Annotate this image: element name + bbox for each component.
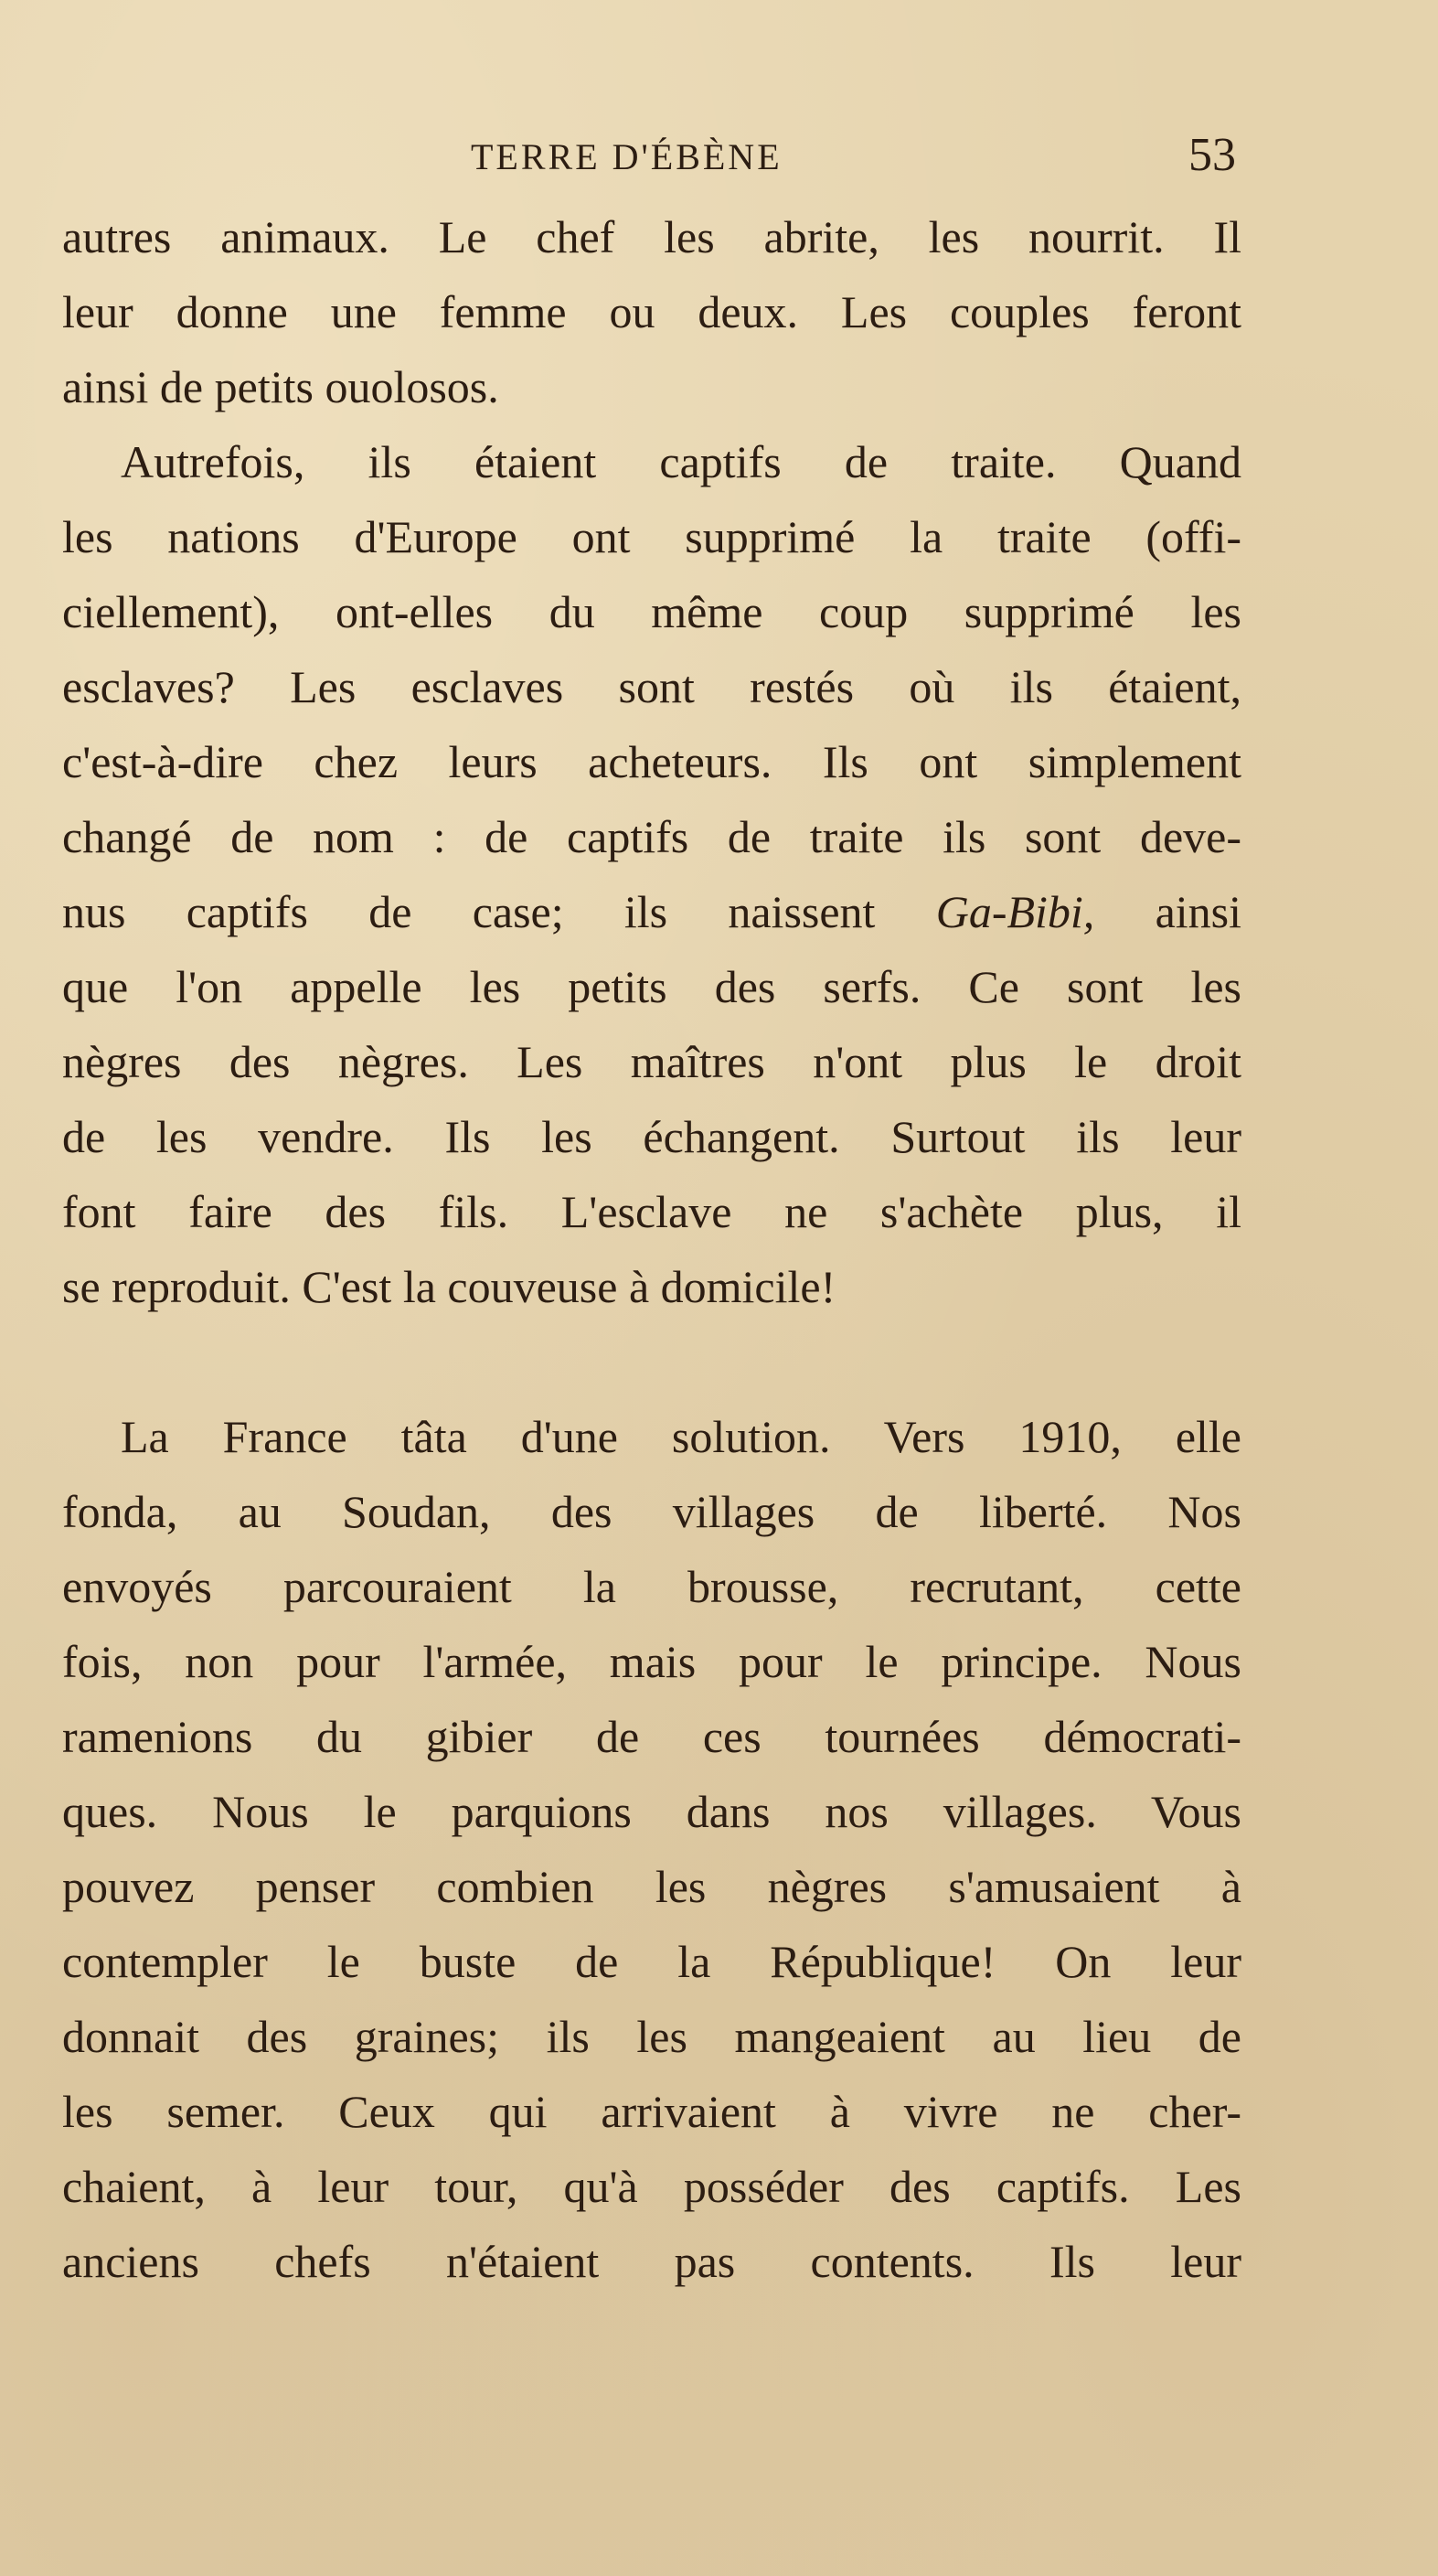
text-line: ques. Nous le parquions dans nos villages. Vous: [62, 1786, 1241, 1837]
text-line: fonda, au Soudan, des villages de liberté. Nos: [62, 1486, 1241, 1537]
text-line: nègres des nègres. Les maîtres n'ont plus le droit: [62, 1036, 1241, 1087]
text-segment: nus captifs de case; ils naissent: [62, 886, 936, 937]
text-line: leur donne une femme ou deux. Les couples feront: [62, 286, 1241, 337]
text-line: ciellement), ont-elles du même coup supprimé les: [62, 586, 1241, 637]
paragraph-1: [62, 199, 1241, 424]
text-line: ainsi de petits ouolosos.: [62, 361, 499, 412]
text-line: esclaves? Les esclaves sont restés où ils étaient,: [62, 661, 1241, 712]
text-line: chaient, à leur tour, qu'à posséder des captifs. Les: [62, 2161, 1241, 2212]
text-line: pouvez penser combien les nègres s'amusaient à: [62, 1861, 1241, 1912]
text-line: autres animaux. Le chef les abrite, les nourrit. Il: [62, 211, 1241, 262]
text-line: c'est-à-dire chez leurs acheteurs. Ils ont simplement: [62, 736, 1241, 787]
paragraph-2: [62, 424, 1241, 1324]
text-line: Autrefois, ils étaient captifs de traite. Quand: [121, 436, 1241, 487]
text-line: de les vendre. Ils les échangent. Surtout ils leur: [62, 1111, 1241, 1162]
text-line: changé de nom : de captifs de traite ils sont deve-: [62, 811, 1241, 862]
text-line: donnait des graines; ils les mangeaient au lieu de: [62, 2011, 1241, 2062]
text-line: La France tâta d'une solution. Vers 1910, elle: [121, 1411, 1241, 1462]
text-line: ramenions du gibier de ces tournées démocrati-: [62, 1711, 1241, 1762]
paragraph-3: [62, 1399, 1241, 2299]
body-text: [62, 199, 1241, 2299]
text-line: se reproduit. C'est la couveuse à domicile!: [62, 1261, 836, 1312]
section-break: [62, 1324, 1241, 1399]
text-line: font faire des fils. L'esclave ne s'achète plus, il: [62, 1186, 1241, 1237]
text-line: anciens chefs n'étaient pas contents. Ils leur: [62, 2236, 1241, 2287]
text-line-with-italic: [62, 874, 1241, 949]
text-line: contempler le buste de la République! On leur: [62, 1936, 1241, 1987]
text-segment: ainsi: [1094, 886, 1241, 937]
running-head: [0, 128, 1438, 183]
text-line: fois, non pour l'armée, mais pour le principe. Nous: [62, 1636, 1241, 1687]
italic-term: Ga-Bibi,: [935, 886, 1095, 937]
running-title: TERRE D'ÉBÈNE: [471, 136, 783, 177]
text-line: envoyés parcouraient la brousse, recrutant, cette: [62, 1561, 1241, 1612]
text-line: les semer. Ceux qui arrivaient à vivre ne cher-: [62, 2086, 1241, 2137]
page-number: 53: [1188, 129, 1236, 181]
text-line: les nations d'Europe ont supprimé la traite (offi-: [62, 511, 1241, 562]
text-line: que l'on appelle les petits des serfs. Ce sont les: [62, 961, 1241, 1012]
